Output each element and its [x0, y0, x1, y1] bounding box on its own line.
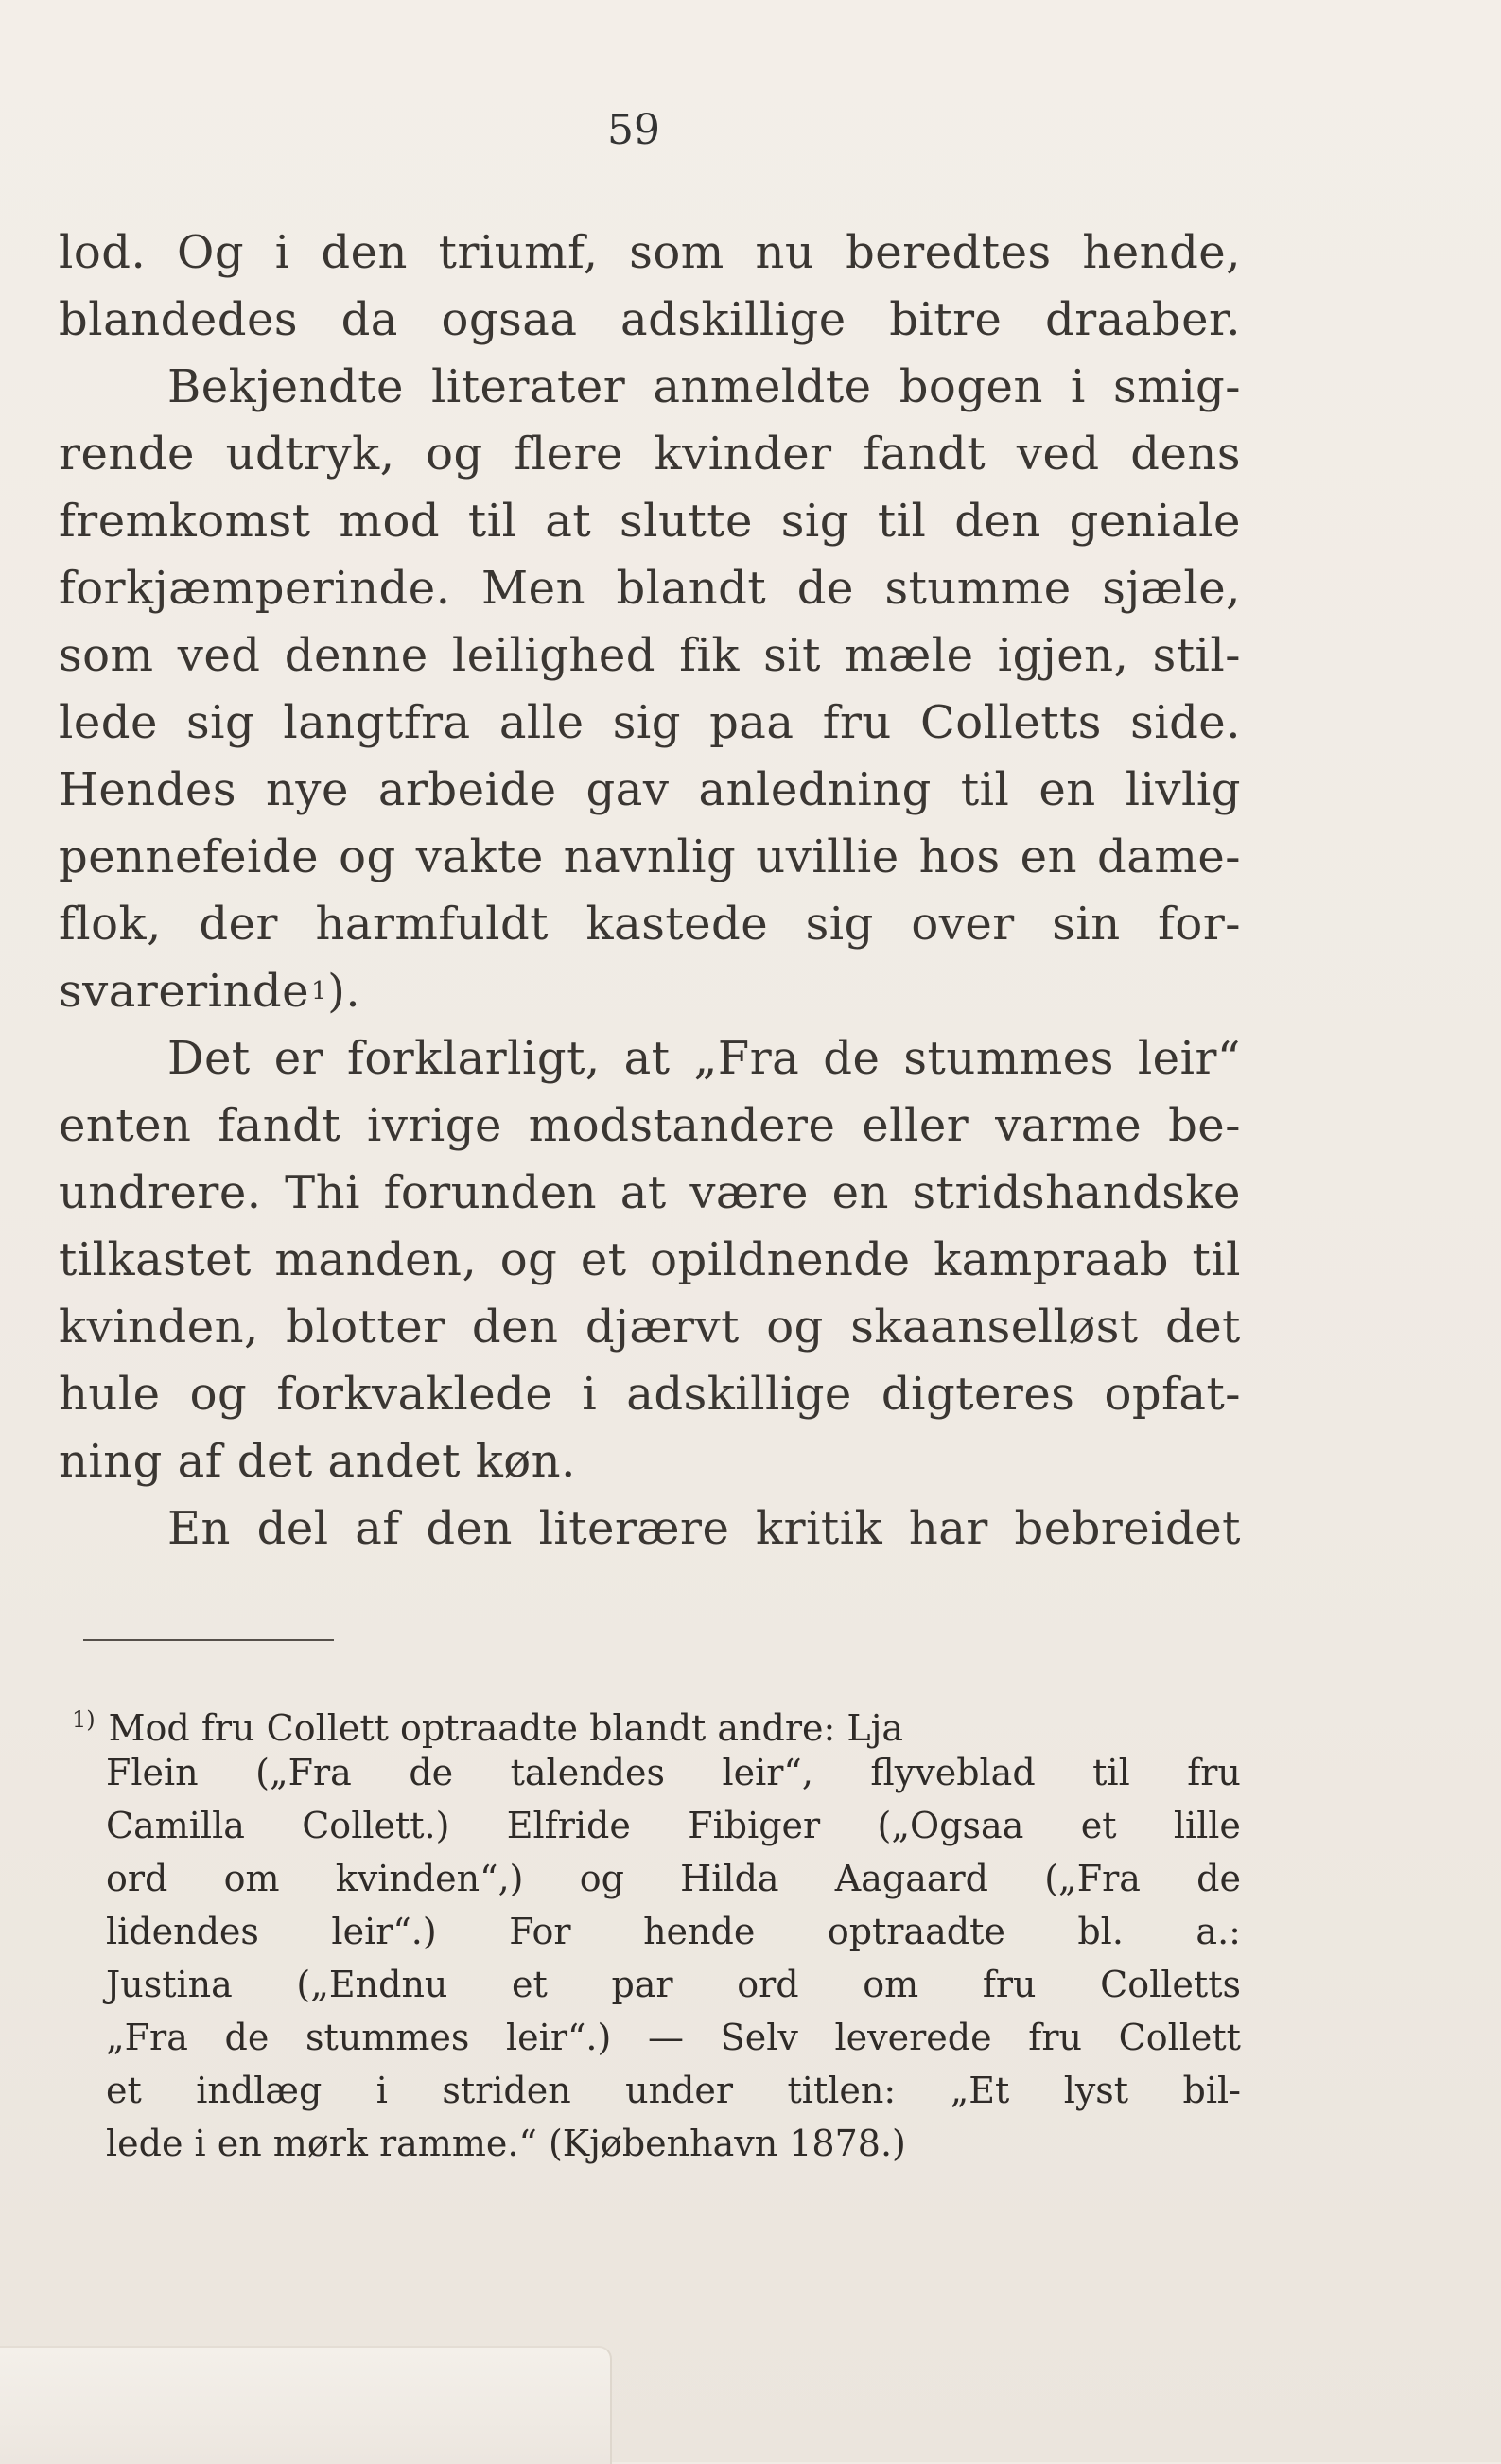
footnote-line: ord om kvinden“,) og Hilda Aagaard („Fra de — [106, 1858, 1241, 1899]
text-line: enten fandt ivrige modstandere eller varme be- — [59, 1099, 1241, 1152]
footnote-line: lede i en mørk ramme.“ (Kjøbenhavn 1878.) — [106, 2123, 906, 2164]
text-line: fremkomst mod til at slutte sig til den geniale — [59, 495, 1241, 548]
text-line: lede sig langtfra alle sig paa fru Colletts side. — [59, 696, 1241, 749]
footnote-separator — [83, 1639, 334, 1641]
main-text — [59, 219, 1241, 1563]
text-line: pennefeide og vakte navnlig uvillie hos en dame- — [59, 830, 1241, 883]
footnote-line: „Fra de stummes leir“.) — Selv leverede fru Collett — [106, 2017, 1241, 2058]
text-line: En del af den literære kritik har bebreidet — [167, 1502, 1241, 1555]
footnote-reference-suffix: ). — [327, 965, 361, 1018]
footnote-reference: 1 — [311, 977, 328, 1005]
page-fold-edge — [0, 2346, 612, 2464]
footnote-line: Camilla Collett.) Elfride Fibiger („Ogsaa et lille — [106, 1805, 1241, 1846]
text-line: som ved denne leilighed fik sit mæle igjen, stil- — [59, 629, 1241, 682]
footnote — [72, 1693, 1241, 2170]
text-line: undrere. Thi forunden at være en stridshandske — [59, 1166, 1241, 1219]
footnote-line: et indlæg i striden under titlen: „Et lyst bil- — [106, 2070, 1241, 2111]
text-line: Bekjendte literater anmeldte bogen i smig- — [167, 360, 1241, 413]
text-line: Det er forklarligt, at „Fra de stummes leir“ — [167, 1032, 1241, 1085]
text-line: kvinden, blotter den djærvt og skaanselløst det — [59, 1301, 1241, 1354]
footnote-first-line-wrap — [72, 1693, 904, 1749]
footnote-line-first — [72, 1693, 1241, 1749]
text-line: forkjæmperinde. Men blandt de stumme sjæle, — [59, 562, 1241, 615]
text-line: lod. Og i den triumf, som nu beredtes hende, — [59, 226, 1241, 279]
footnote-line: Justina („Endnu et par ord om fru Colletts — [106, 1964, 1241, 2005]
text-line: ning af det andet køn. — [59, 1435, 576, 1488]
footnote-line: Flein („Fra de talendes leir“, flyveblad til fru — [106, 1752, 1241, 1793]
text-line-with-footnote — [59, 958, 1241, 1025]
text-line: flok, der harmfuldt kastede sig over sin for- — [59, 898, 1241, 951]
text-line: blandedes da ogsaa adskillige bitre draaber. — [59, 293, 1241, 346]
text-segment: svarerinde — [59, 965, 310, 1018]
text-line: Hendes nye arbeide gav anledning til en livlig — [59, 763, 1241, 816]
text-line: hule og forkvaklede i adskillige digteres opfat- — [59, 1368, 1241, 1421]
footnote-text: Mod fru Collett optraadte blandt andre: Lja — [108, 1707, 904, 1749]
text-line: rende udtryk, og flere kvinder fandt ved dens — [59, 428, 1241, 481]
footnote-marker: 1) — [72, 1706, 96, 1733]
text-line: tilkastet manden, og et opildnende kampraab til — [59, 1233, 1241, 1286]
footnote-line: lidendes leir“.) For hende optraadte bl. a.: — [106, 1911, 1241, 1952]
page-number: 59 — [607, 106, 660, 154]
